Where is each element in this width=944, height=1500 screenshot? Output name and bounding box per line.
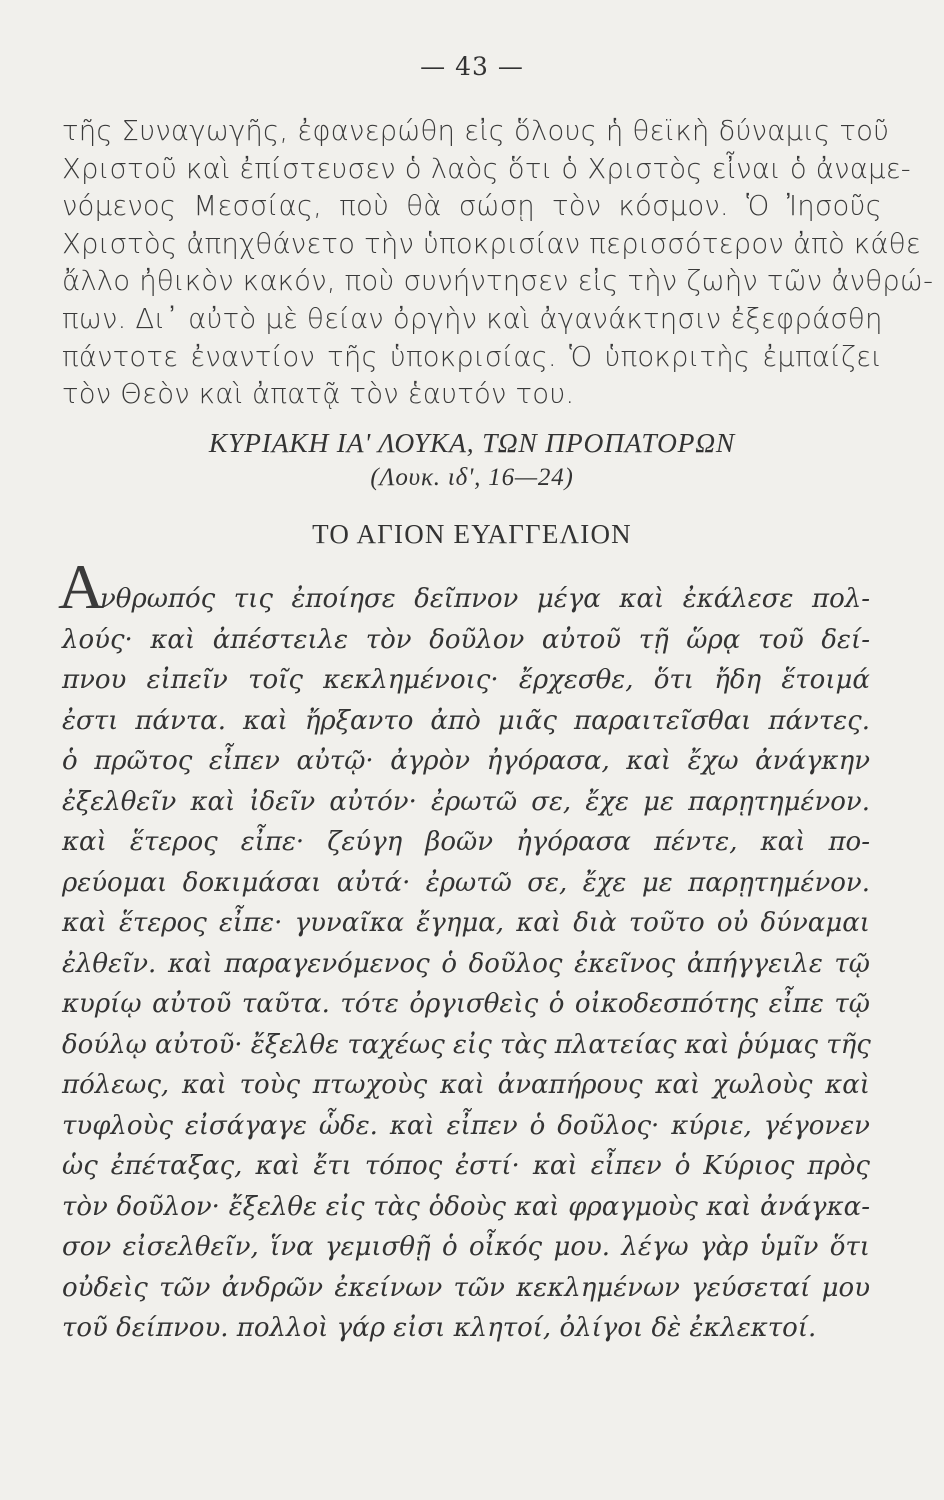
paragraph-line: τὸν Θεὸν καὶ ἀπατᾷ τὸν ἑαυτόν του. [62, 378, 575, 411]
gospel-line: ἐστι πάντα. καὶ ἤρξαντο ἀπὸ μιᾶς παραιτεῖσθαι πάντες. [62, 705, 870, 736]
preceding-paragraph [62, 113, 934, 414]
gospel-line: καὶ ἕτερος εἶπε· γυναῖκα ἔγημα, καὶ διὰ τοῦτο οὐ δύναμαι [62, 908, 870, 938]
scripture-reference: (Λουκ. ιδ', 16—24) [370, 464, 574, 491]
drop-cap: Α [58, 551, 105, 622]
gospel-line: ἐλθεῖν. καὶ παραγενόμενος ὁ δοῦλος ἐκεῖνος ἀπήγγειλε τῷ [62, 948, 870, 979]
gospel-line: πόλεως, καὶ τοὺς πτωχοὺς καὶ ἀναπήρους καὶ χωλοὺς καὶ [62, 1070, 870, 1100]
gospel-line: κυρίῳ αὐτοῦ ταῦτα. τότε ὀργισθεὶς ὁ οἰκοδεσπότης εἶπε τῷ [62, 989, 870, 1019]
paragraph-line: Χριστοῦ καὶ ἐπίστευσεν ὁ λαὸς ὅτι ὁ Χριστὸς εἶναι ὁ ἀναμε- [62, 152, 911, 185]
paragraph-line: ἄλλο ἠθικὸν κακόν, ποὺ συνήντησεν εἰς τὴν ζωὴν τῶν ἀνθρώ- [62, 265, 934, 298]
gospel-line: νθρωπός τις ἐποίησε δεῖπνον μέγα καὶ ἐκάλεσε πολ- [100, 584, 870, 614]
gospel-line: ρεύομαι δοκιμάσαι αὐτά· ἐρωτῶ σε, ἔχε με παρῃτημένον. [62, 867, 870, 898]
paragraph-line: νόμενος Μεσσίας, ποὺ θὰ σώσῃ τὸν κόσμον. Ὁ Ἰησοῦς [62, 190, 882, 223]
section-title: ΚΥΡΙΑΚΗ ΙΑ' ΛΟΥΚΑ, ΤΩΝ ΠΡΟΠΑΤΟΡΩΝ [208, 427, 736, 458]
gospel-line: πνου εἰπεῖν τοῖς κεκλημένοις· ἔρχεσθε, ὅτι ἤδη ἕτοιμά [62, 665, 870, 695]
gospel-line: τοῦ δείπνου. πολλοὶ γάρ εἰσι κλητοί, ὀλίγοι δὲ ἐκλεκτοί. [62, 1313, 817, 1343]
paragraph-line: πων. Δι᾿ αὐτὸ μὲ θείαν ὀργὴν καὶ ἀγανάκτησιν ἐξεφράσθη [62, 302, 883, 335]
gospel-text [62, 579, 870, 1349]
gospel-line: ὁ πρῶτος εἶπεν αὐτῷ· ἀγρὸν ἠγόρασα, καὶ ἔχω ἀνάγκην [62, 746, 870, 776]
gospel-line: ὡς ἐπέταξας, καὶ ἔτι τόπος ἐστί· καὶ εἶπεν ὁ Κύριος πρὸς [62, 1151, 870, 1181]
gospel-line: τὸν δοῦλον· ἔξελθε εἰς τὰς ὁδοὺς καὶ φραγμοὺς καὶ ἀνάγκα- [62, 1191, 870, 1222]
paragraph-line: Χριστὸς ἀπηχθάνετο τὴν ὑποκρισίαν περισσότερον ἀπὸ κάθε [62, 227, 921, 260]
gospel-line: ἐξελθεῖν καὶ ἰδεῖν αὐτόν· ἐρωτῶ σε, ἔχε με παρῃτημένον. [62, 786, 870, 817]
gospel-line: σον εἰσελθεῖν, ἵνα γεμισθῇ ὁ οἶκός μου. λέγω γὰρ ὑμῖν ὅτι [62, 1232, 870, 1262]
gospel-line: λούς· καὶ ἀπέστειλε τὸν δοῦλον αὐτοῦ τῇ ὥρᾳ τοῦ δεί- [62, 624, 870, 655]
paragraph-line: τῆς Συναγωγῆς, ἐφανερώθη εἰς ὅλους ἡ θεϊκὴ δύναμις τοῦ [62, 115, 890, 147]
gospel-line: οὐδεὶς τῶν ἀνδρῶν ἐκείνων τῶν κεκλημένων γεύσεταί μου [62, 1272, 870, 1303]
gospel-line: δούλῳ αὐτοῦ· ἔξελθε ταχέως εἰς τὰς πλατείας καὶ ῥύμας τῆς [62, 1029, 871, 1060]
gospel-line: τυφλοὺς εἰσάγαγε ὧδε. καὶ εἶπεν ὁ δοῦλος· κύριε, γέγονεν [62, 1110, 870, 1141]
gospel-line: καὶ ἕτερος εἶπε· ζεύγη βοῶν ἠγόρασα πέντε, καὶ πο- [62, 827, 870, 857]
page-number: — 43 — [420, 52, 524, 81]
paragraph-line: πάντοτε ἐναντίον τῆς ὑποκρισίας. Ὁ ὑποκριτὴς ἐμπαίζει [62, 340, 882, 373]
gospel-heading: ΤΟ ΑΓΙΟΝ ΕΥΑΓΓΕΛΙΟΝ [312, 519, 632, 549]
